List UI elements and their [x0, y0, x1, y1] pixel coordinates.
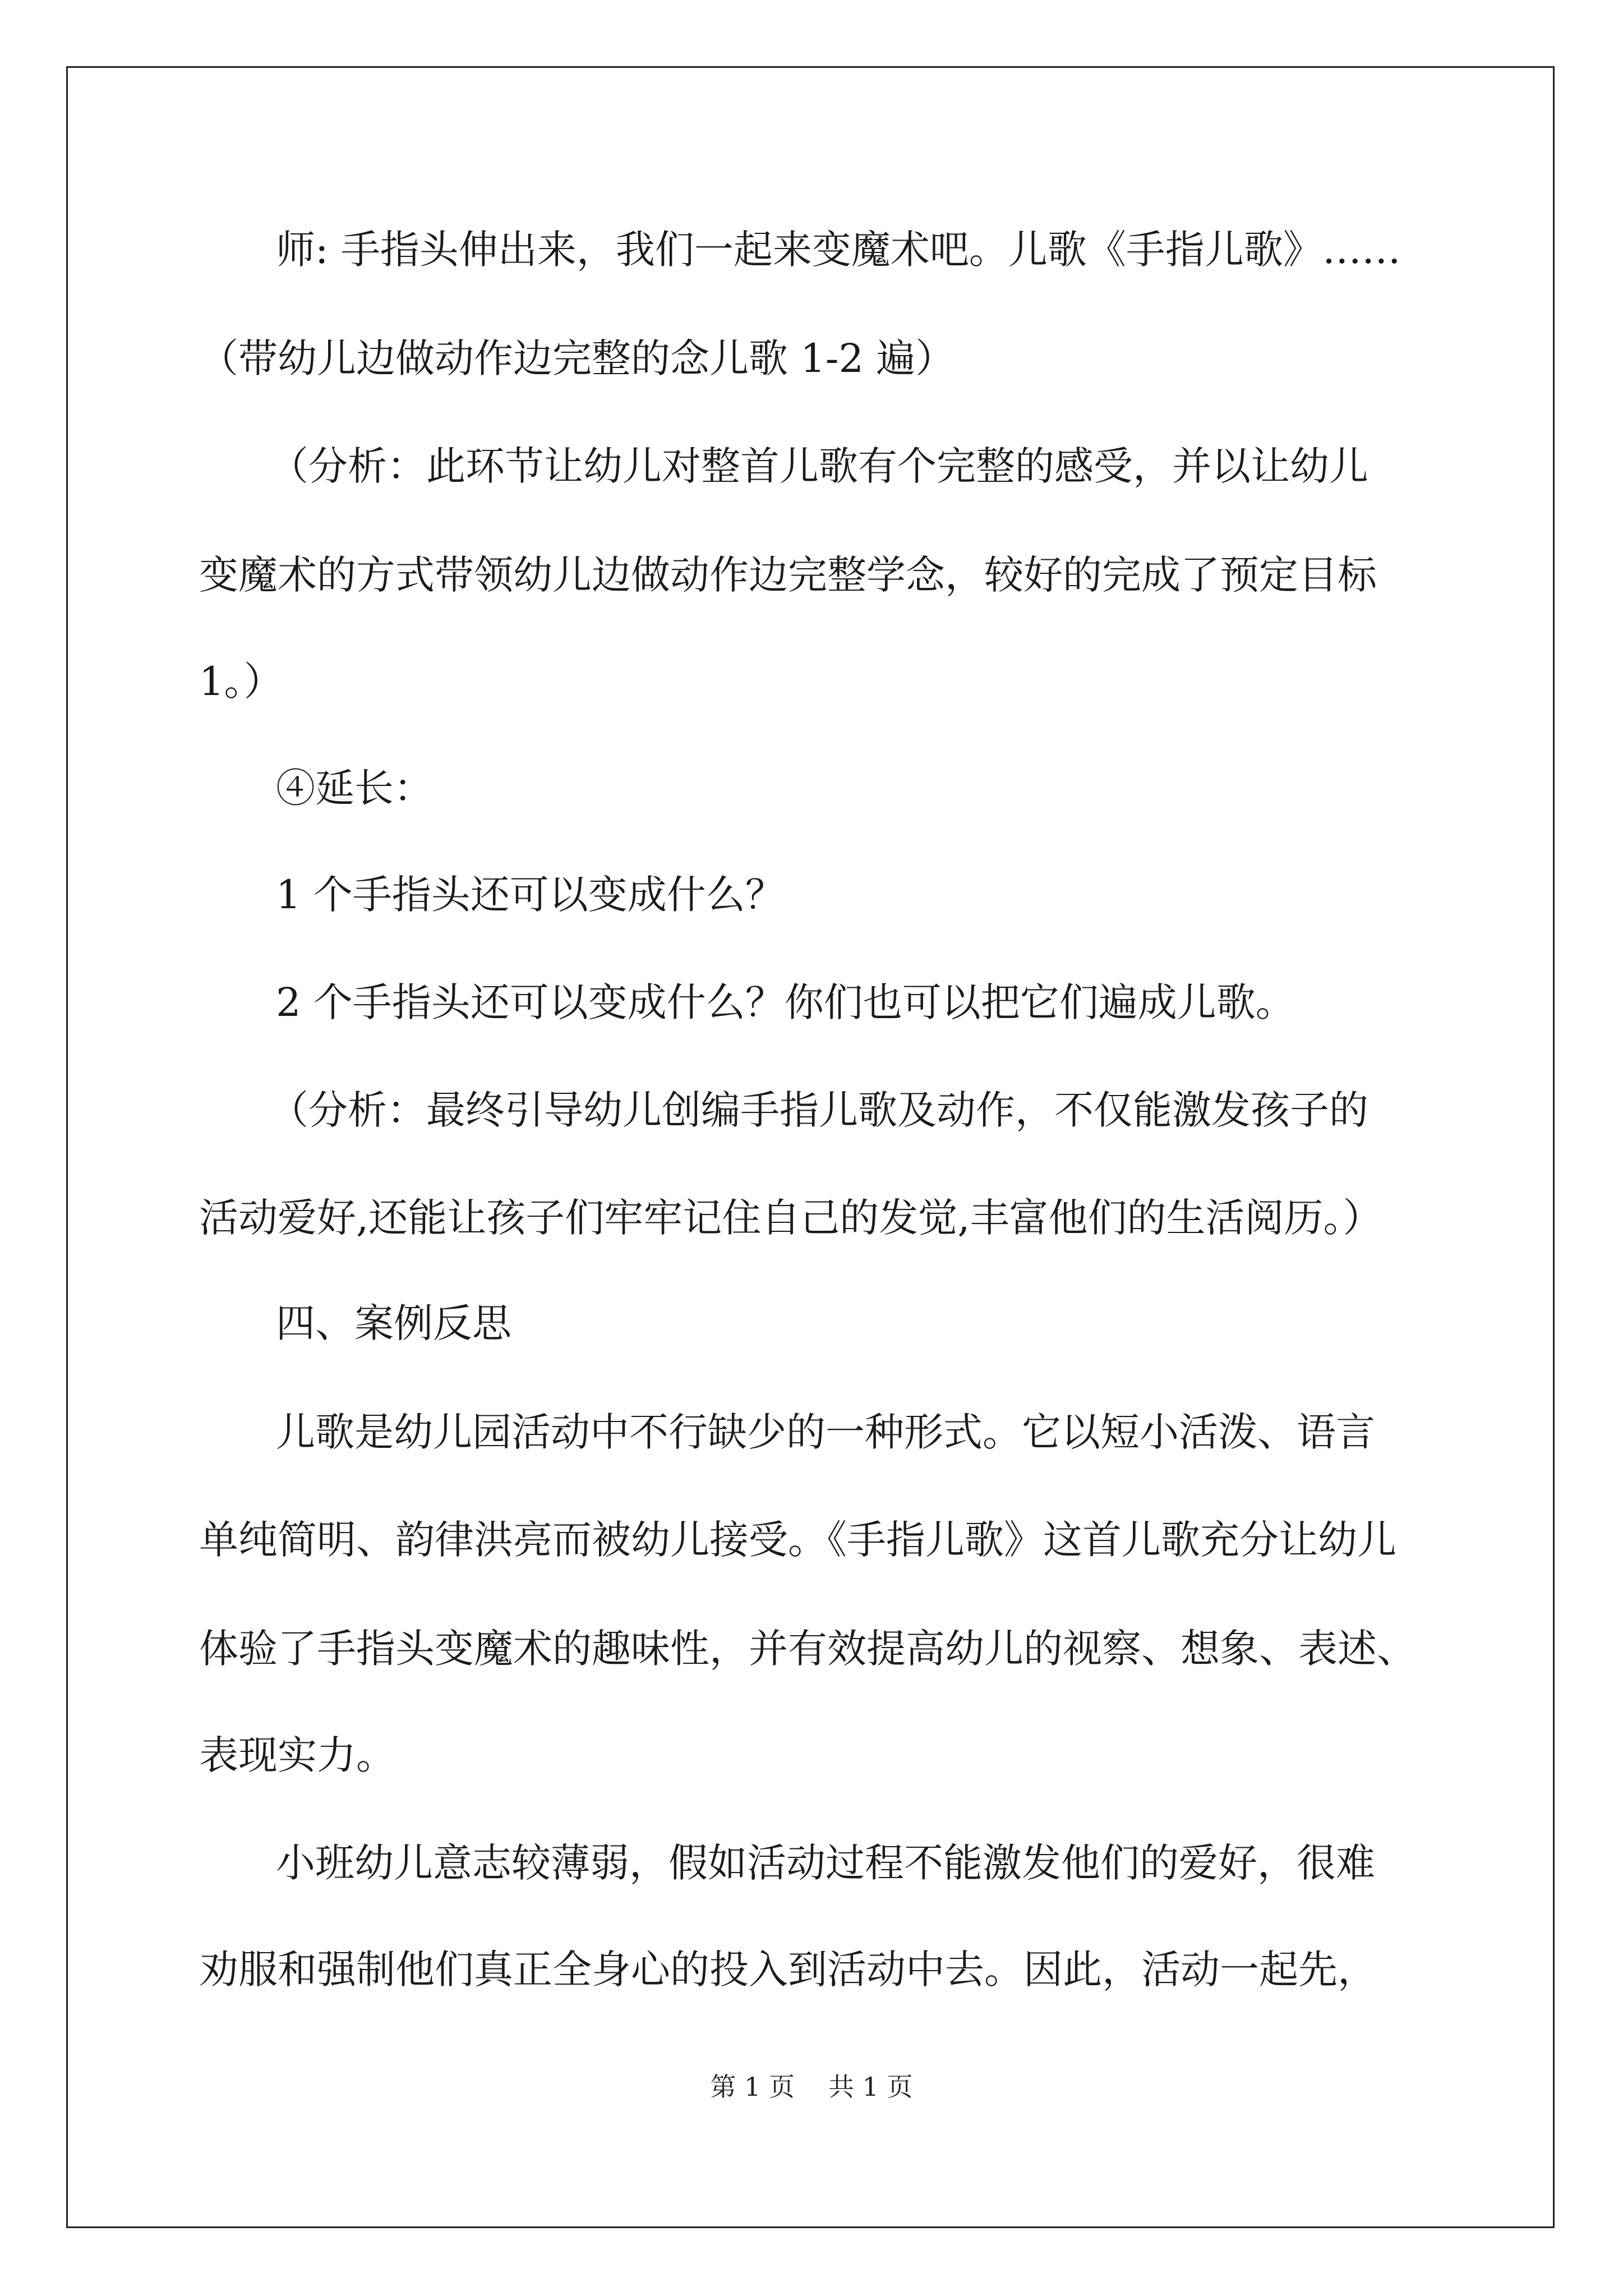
page-number: 第 1 页: [710, 2072, 795, 2102]
section-heading: ④延长：: [276, 765, 433, 811]
page-footer: [0, 2070, 1623, 2104]
paragraph-line: 变魔术的方式带领幼儿边做动作边完整学念，较好的完成了预定目标: [199, 552, 1377, 598]
page-border: [66, 66, 1555, 2228]
paragraph-line: 2 个手指头还可以变成什么？你们也可以把它们遍成儿歌。: [276, 979, 1295, 1025]
paragraph-line: 表现实力。: [199, 1732, 395, 1778]
section-heading: 四、案例反思: [276, 1300, 511, 1346]
paragraph-line: 体验了手指头变魔术的趣味性，并有效提高幼儿的视察、想象、表述、: [199, 1626, 1416, 1672]
paragraph-line: （带幼儿边做动作边完整的念儿歌 1-2 遍）: [199, 335, 955, 381]
paragraph-line: 1。）: [199, 659, 283, 705]
paragraph-line: （分析：此环节让幼儿对整首儿歌有个完整的感受，并以让幼儿: [269, 443, 1368, 489]
paragraph-line: 师: 手指头伸出来，我们一起来变魔术吧。儿歌《手指儿歌》……: [276, 227, 1401, 273]
paragraph-line: 儿歌是幼儿园活动中不行缺少的一种形式。它以短小活泼、语言: [276, 1409, 1375, 1455]
paragraph-line: （分析：最终引导幼儿创编手指儿歌及动作，不仅能激发孩子的: [269, 1087, 1368, 1133]
paragraph-line: 1 个手指头还可以变成什么？: [276, 872, 785, 918]
paragraph-line: 小班幼儿意志较薄弱，假如活动过程不能激发他们的爱好，很难: [276, 1840, 1375, 1886]
paragraph-line: 活动爱好,还能让孩子们牢牢记住自己的发觉,丰富他们的生活阅历。）: [199, 1195, 1382, 1241]
paragraph-line: 劝服和强制他们真正全身心的投入到活动中去。因此，活动一起先，: [199, 1947, 1377, 1993]
page-total: 共 1 页: [828, 2072, 913, 2102]
paragraph-line: 单纯简明、韵律洪亮而被幼儿接受。《手指儿歌》这首儿歌充分让幼儿: [199, 1517, 1396, 1563]
